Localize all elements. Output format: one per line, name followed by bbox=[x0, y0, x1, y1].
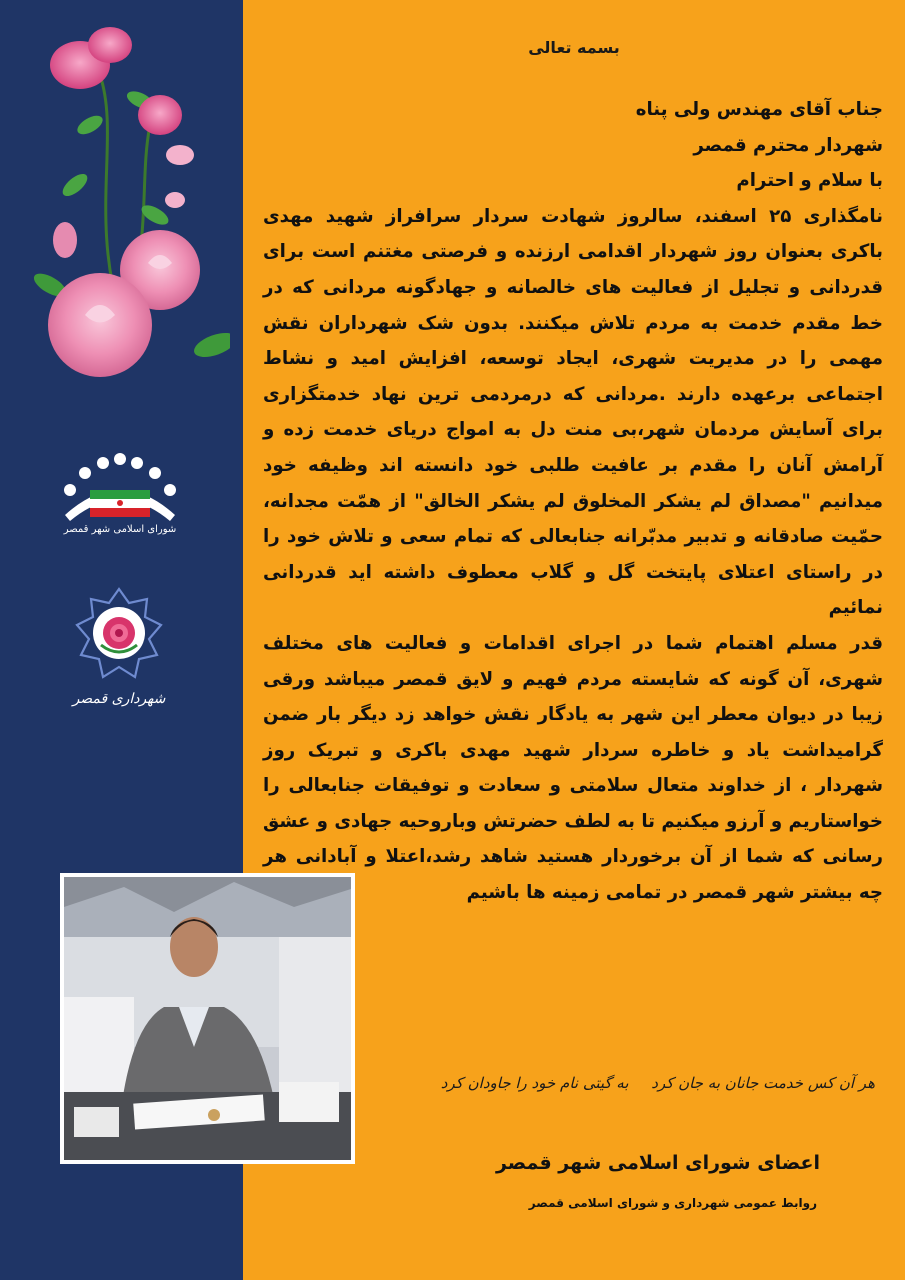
mayor-photo bbox=[60, 873, 355, 1164]
body-paragraph-2 bbox=[263, 626, 883, 911]
body-paragraph-1: نامگذاری ۲۵ اسفند، سالروز شهادت سردار سرافراز شهید مهدی باکری بعنوان روز شهردار اقدامی ارزنده و فرصتی مغتنم است برای قدردانی و تجلیل از فعالیت های خالصانه و جهادگونه مردانی که در خط مقدم خدمت به مردم تلاش میکنند. بدون شک شهرداران نقش مهمی را در مدیریت شهری، ایجاد توسعه، افزایش امید و نشاط اجتماعی برعهده دارند .مردانی که درمردمی ترین نهاد خدمتگزاری برای آسایش مردمان شهر،بی منت دل به امواج دریای خدمت زده و آرامش آنان را مقدم بر عافیت طلبی خود دانسته اند وظیفه خود میدانیم "مصداق لم یشکر المخلوق لم یشکر الخالق" از همّت مجدانه، حمّیت صادقانه و تدبیر مدبّرانه جنابعالی که تمام سعی و تلاش خود را در راستای اعتلای پایتخت گل و گلاب معطوف داشته اید قدردانی نمائیم bbox=[263, 205, 883, 619]
city-logo-text: شهرداری قمصر bbox=[72, 691, 166, 707]
salutation-name: جناب آقای مهندس ولی پناه bbox=[635, 99, 883, 120]
signature-council: اعضای شورای اسلامی شهر قمصر bbox=[495, 1152, 820, 1174]
council-caption: شورای اسلامی شهر قمصر bbox=[63, 524, 177, 535]
salutation-title: شهردار محترم قمصر bbox=[693, 134, 883, 156]
poem-hemistich-2: به گیتی نام خود را جاودان کرد bbox=[440, 1074, 629, 1092]
body-paragraph-2-text: قدر مسلم اهتمام شما در اجرای اقدامات و فعالیت های مختلف شهری، آن گونه که شایسته مردم فهیم و لایق قمصر میباشد ورقی زیبا در دیوان معطر این شهر به یادگار نقش خواهد زد دیگر بار ضمن گرامیداشت یاد و خاطره سردار شهید مهدی باکری و تبریک روز شهردار ، از خداوند متعال سلامتی و سعادت و توفیقات جنابعالی را خواستاریم و آرزو میکنیم تا به لطف حضرتش وباروحیه جهادی و عشق رسانی که شما از آن برخوردار هستید شاهد رشد،اعتلا و آبادانی هر چه بیشتر شهر قمصر در تمامی زمینه ها باشیم bbox=[263, 632, 883, 904]
poem-hemistich-1: هر آن کس خدمت جانان به جان کرد bbox=[651, 1074, 875, 1092]
mayor-photo-image bbox=[64, 877, 351, 1160]
signature-public-relations: روابط عمومی شهرداری و شورای اسلامی قمصر bbox=[528, 1196, 817, 1210]
rose-decoration-image bbox=[30, 15, 230, 395]
city-logo bbox=[67, 585, 172, 725]
letter-body bbox=[263, 92, 883, 911]
salutation-greeting: با سلام و احترام bbox=[736, 170, 883, 192]
letter-heading: بسمه تعالی bbox=[528, 38, 620, 57]
poem-verse bbox=[375, 1074, 875, 1092]
